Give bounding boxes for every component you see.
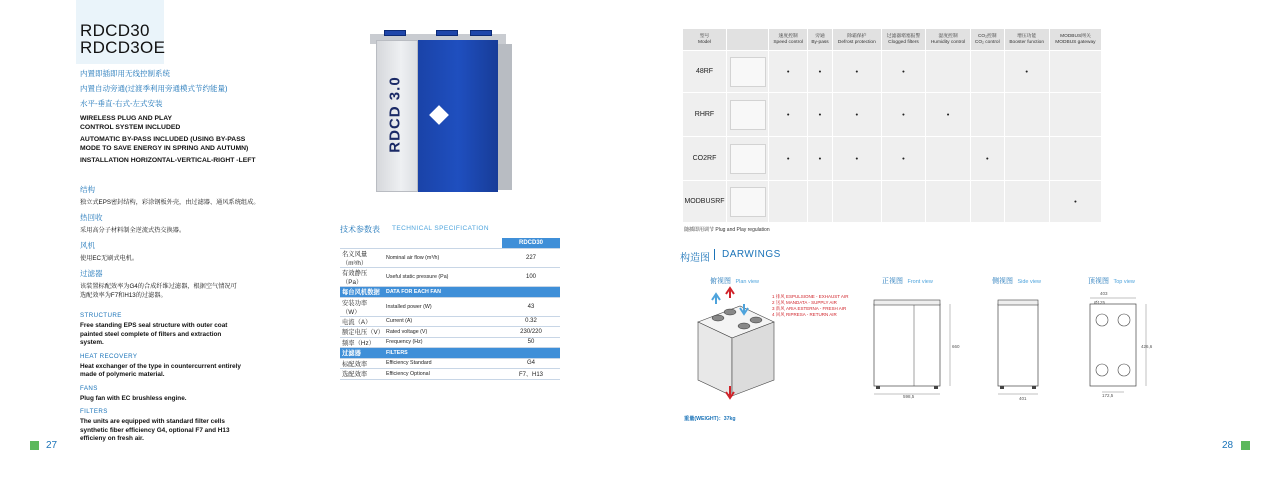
section-heading: 风机	[80, 241, 95, 250]
feature-mark	[881, 181, 925, 223]
table-band-row: 过滤器 FILTERS	[340, 348, 560, 359]
section-body-en: The units are equipped with standard filter cells	[80, 418, 225, 425]
feature-mark	[1004, 93, 1049, 137]
page-number-left: 27	[46, 440, 58, 451]
feature-mark: •	[971, 137, 1004, 181]
section-heading-en: HEAT RECOVERY	[80, 352, 138, 360]
duct-port	[470, 30, 492, 36]
feature-mark	[971, 51, 1004, 93]
control-header-row	[683, 29, 1102, 51]
section-body-en: efficieny on fresh air.	[80, 435, 144, 442]
feature-mark	[1004, 137, 1049, 181]
view-caption-side: 侧视图 Side view	[992, 278, 1041, 285]
control-header-cell	[832, 29, 881, 51]
header-en: Humidity control	[930, 39, 966, 45]
controller-device-icon	[730, 187, 766, 217]
duct-port	[384, 30, 406, 36]
control-model: 48RF	[683, 51, 727, 93]
header-cn: 型号	[699, 33, 710, 39]
title-divider	[714, 249, 715, 260]
section-body: 采用高分子材料制全逆流式热交换器。	[80, 227, 186, 234]
table-row: 额定电压（V） Rated voltage (V) 230/220	[340, 327, 560, 338]
header-en: Model	[697, 39, 712, 45]
section-body-en: Free standing EPS seal structure with outer coat	[80, 322, 228, 329]
feature-cn: 内置即插即用无线控制系统	[80, 69, 170, 78]
feature-mark: •	[769, 93, 808, 137]
section-body-en: Heat exchanger of the type in countercurrent entirely	[80, 362, 241, 370]
table-row	[683, 93, 1102, 137]
control-model: RHRF	[683, 93, 727, 137]
section-heading: 热回收	[80, 213, 103, 222]
dim-top-bottom: 172,5	[1102, 393, 1114, 398]
table-row: 名义风量（m³/h） Nominal air flow (m³/h) 227	[340, 249, 560, 268]
control-model: MODBUSRF	[683, 181, 727, 223]
feature-en: MODE TO SAVE ENERGY IN SPRING AND AUTUMN)	[80, 145, 249, 152]
feature-en: WIRELESS PLUG AND PLAY	[80, 115, 173, 122]
feature-mark: •	[808, 137, 832, 181]
feature-mark: •	[832, 51, 881, 93]
section-heading: 结构	[80, 185, 95, 194]
feature-mark	[926, 137, 971, 181]
header-en: MODBUS gateway	[1055, 39, 1096, 45]
view-caption-plan: 俯视图 Plan view	[710, 278, 759, 285]
table-row: 有效静压（Pa） Useful static pressure (Pa) 100	[340, 268, 560, 287]
section-body: 该装置标配效率为G4的合成纤维过滤器，根据空气情况可	[80, 283, 237, 290]
table-row	[683, 137, 1102, 181]
control-header-cell	[1004, 29, 1049, 51]
spec-header-row	[340, 238, 560, 249]
feature-en: AUTOMATIC BY-PASS INCLUDED (USING BY-PASS	[80, 136, 246, 143]
feature-mark: •	[769, 137, 808, 181]
control-note: 随插即用调节 Plug and Play regulation	[684, 227, 770, 233]
dim-top-side: 426,6	[1141, 344, 1153, 349]
control-header-cell	[881, 29, 925, 51]
header-cn: MODBUS网关	[1060, 33, 1091, 39]
side-view-drawing	[992, 296, 1052, 402]
control-header-cell	[808, 29, 832, 51]
header-cn: 增压功能	[1017, 33, 1037, 39]
control-model: CO2RF	[683, 137, 727, 181]
header-cn: 过滤器堵塞报警	[886, 33, 921, 39]
unit-label: RDCD 3.0	[386, 76, 404, 153]
feature-mark	[971, 181, 1004, 223]
section-heading: 过滤器	[80, 269, 103, 278]
table-row: 频率（Hz） Frequency (Hz) 50	[340, 337, 560, 348]
airflow-legend: 1 排风 ESPULSIONE - EXHAUST AIR 2 送风 MANDATA - SUPPLY AIR 3 新风 ARIA ESTERNA - FRESH AIR 4 回风 RIPRESA - RETURN AIR	[772, 294, 849, 317]
section-heading-en: FILTERS	[80, 408, 108, 415]
section-body-en: made of polymeric material.	[80, 371, 165, 378]
features-block	[80, 68, 320, 165]
dim-top-inner: Ø125	[1094, 300, 1106, 305]
feature-mark: •	[926, 93, 971, 137]
feature-en: INSTALLATION HORIZONTAL-VERTICAL-RIGHT -LEFT	[80, 157, 256, 164]
view-caption-top: 顶视图 Top view	[1088, 278, 1135, 285]
feature-mark	[1049, 93, 1101, 137]
drawings-title-en: DARWINGS	[722, 249, 781, 260]
feature-cn: 内置自动旁通(过渡季利用旁通模式节约能量)	[80, 84, 228, 93]
model-title-line1: RDCD30	[80, 21, 150, 40]
feature-mark: •	[832, 93, 881, 137]
control-header-cell	[926, 29, 971, 51]
feature-mark	[926, 181, 971, 223]
feature-mark: •	[832, 137, 881, 181]
controller-device-icon	[730, 144, 766, 174]
page-marker-right	[1241, 441, 1250, 450]
header-cn: 速度控制	[778, 33, 798, 39]
feature-mark: •	[1004, 51, 1049, 93]
control-header-cell	[769, 29, 808, 51]
header-en: Clogged filters	[888, 39, 919, 45]
header-en: CO₂ control	[974, 39, 1000, 45]
section-body-en: system.	[80, 339, 104, 346]
dim-front-width: 598,5	[903, 394, 915, 399]
feature-cn: 水平-垂直-右式-左式安装	[80, 99, 163, 108]
table-row: 标配效率 Efficiency Standard G4	[340, 358, 560, 369]
feature-mark: •	[769, 51, 808, 93]
section-body-en: painted steel complete of filters and extraction	[80, 330, 222, 338]
drawings-title-cn: 构造图	[680, 253, 710, 264]
header-cn: 旁通	[815, 33, 825, 39]
section-body: 独立式EPS密封结构，彩涂钢板外壳，由过滤器、通风系统组成。	[80, 199, 260, 206]
section-body-en: synthetic fiber efficiency G4, optional F7 and H13	[80, 426, 230, 434]
control-table	[682, 28, 1102, 223]
header-en: By-pass	[811, 39, 829, 45]
weight-label: 重量(WEIGHT)：37kg	[684, 416, 736, 422]
controller-image-cell	[727, 93, 769, 137]
section-body-en: Plug fan with EC brushless engine.	[80, 394, 187, 402]
feature-mark	[1004, 181, 1049, 223]
table-band-row: 每台风机数据 DATA FOR EACH FAN	[340, 287, 560, 298]
control-header-cell	[1049, 29, 1101, 51]
control-header-cell	[727, 29, 769, 51]
header-en: Speed control	[773, 39, 803, 45]
controller-image-cell	[727, 51, 769, 93]
feature-mark	[926, 51, 971, 93]
section-heading-en: FANS	[80, 384, 98, 392]
page-marker-left	[30, 441, 39, 450]
sections-cn	[80, 184, 330, 300]
feature-mark	[808, 181, 832, 223]
header-cn: 除霜保护	[847, 33, 867, 39]
spec-title-en: TECHNICAL SPECIFICATION	[392, 225, 489, 232]
table-row	[683, 181, 1102, 223]
feature-mark	[832, 181, 881, 223]
view-caption-front: 正视图 Front view	[882, 278, 933, 285]
feature-mark: •	[808, 51, 832, 93]
section-body: 使用EC无刷式电机。	[80, 255, 139, 262]
feature-mark: •	[881, 51, 925, 93]
feature-mark: •	[1049, 181, 1101, 223]
controller-image-cell	[727, 181, 769, 223]
table-row: 电流（A） Current (A) 0.32	[340, 316, 560, 327]
control-header-cell	[971, 29, 1004, 51]
feature-mark: •	[808, 93, 832, 137]
page-number-right: 28	[1222, 440, 1234, 451]
feature-mark	[1049, 51, 1101, 93]
spec-table	[340, 238, 560, 380]
feature-mark	[971, 93, 1004, 137]
controller-image-cell	[727, 137, 769, 181]
controller-device-icon	[730, 57, 766, 87]
model-title-line2: RDCD3OE	[80, 38, 166, 57]
header-en: Defrost protection	[837, 39, 876, 45]
feature-mark	[1049, 137, 1101, 181]
model-title	[80, 22, 165, 56]
table-row: 安装功率（W） Installed power (W) 43	[340, 297, 560, 316]
dim-top-width: 403	[1100, 291, 1108, 296]
controller-device-icon	[730, 100, 766, 130]
feature-mark	[769, 181, 808, 223]
unit-right-edge	[498, 44, 512, 190]
sections-en	[80, 312, 330, 444]
section-body: 选配效率为F7和H13的过滤器。	[80, 292, 167, 299]
plan-view-drawing	[690, 282, 780, 406]
dim-side-width: 401	[1019, 396, 1027, 401]
dim-front-height: 660	[952, 344, 960, 349]
control-header-cell	[683, 29, 727, 51]
spec-model-header: RDCD30	[502, 238, 560, 249]
duct-port	[436, 30, 458, 36]
spec-title-cn: 技术参数表	[340, 225, 380, 234]
section-heading-en: STRUCTURE	[80, 312, 122, 319]
header-cn: CO₂控制	[977, 33, 997, 39]
table-row: 选配效率 Efficiency Optional F7、H13	[340, 369, 560, 380]
front-view-drawing	[870, 296, 962, 402]
feature-mark: •	[881, 137, 925, 181]
header-en: Booster function	[1009, 39, 1045, 45]
table-row	[683, 51, 1102, 93]
header-cn: 湿度控制	[938, 33, 958, 39]
feature-en: CONTROL SYSTEM INCLUDED	[80, 124, 181, 131]
feature-mark: •	[881, 93, 925, 137]
